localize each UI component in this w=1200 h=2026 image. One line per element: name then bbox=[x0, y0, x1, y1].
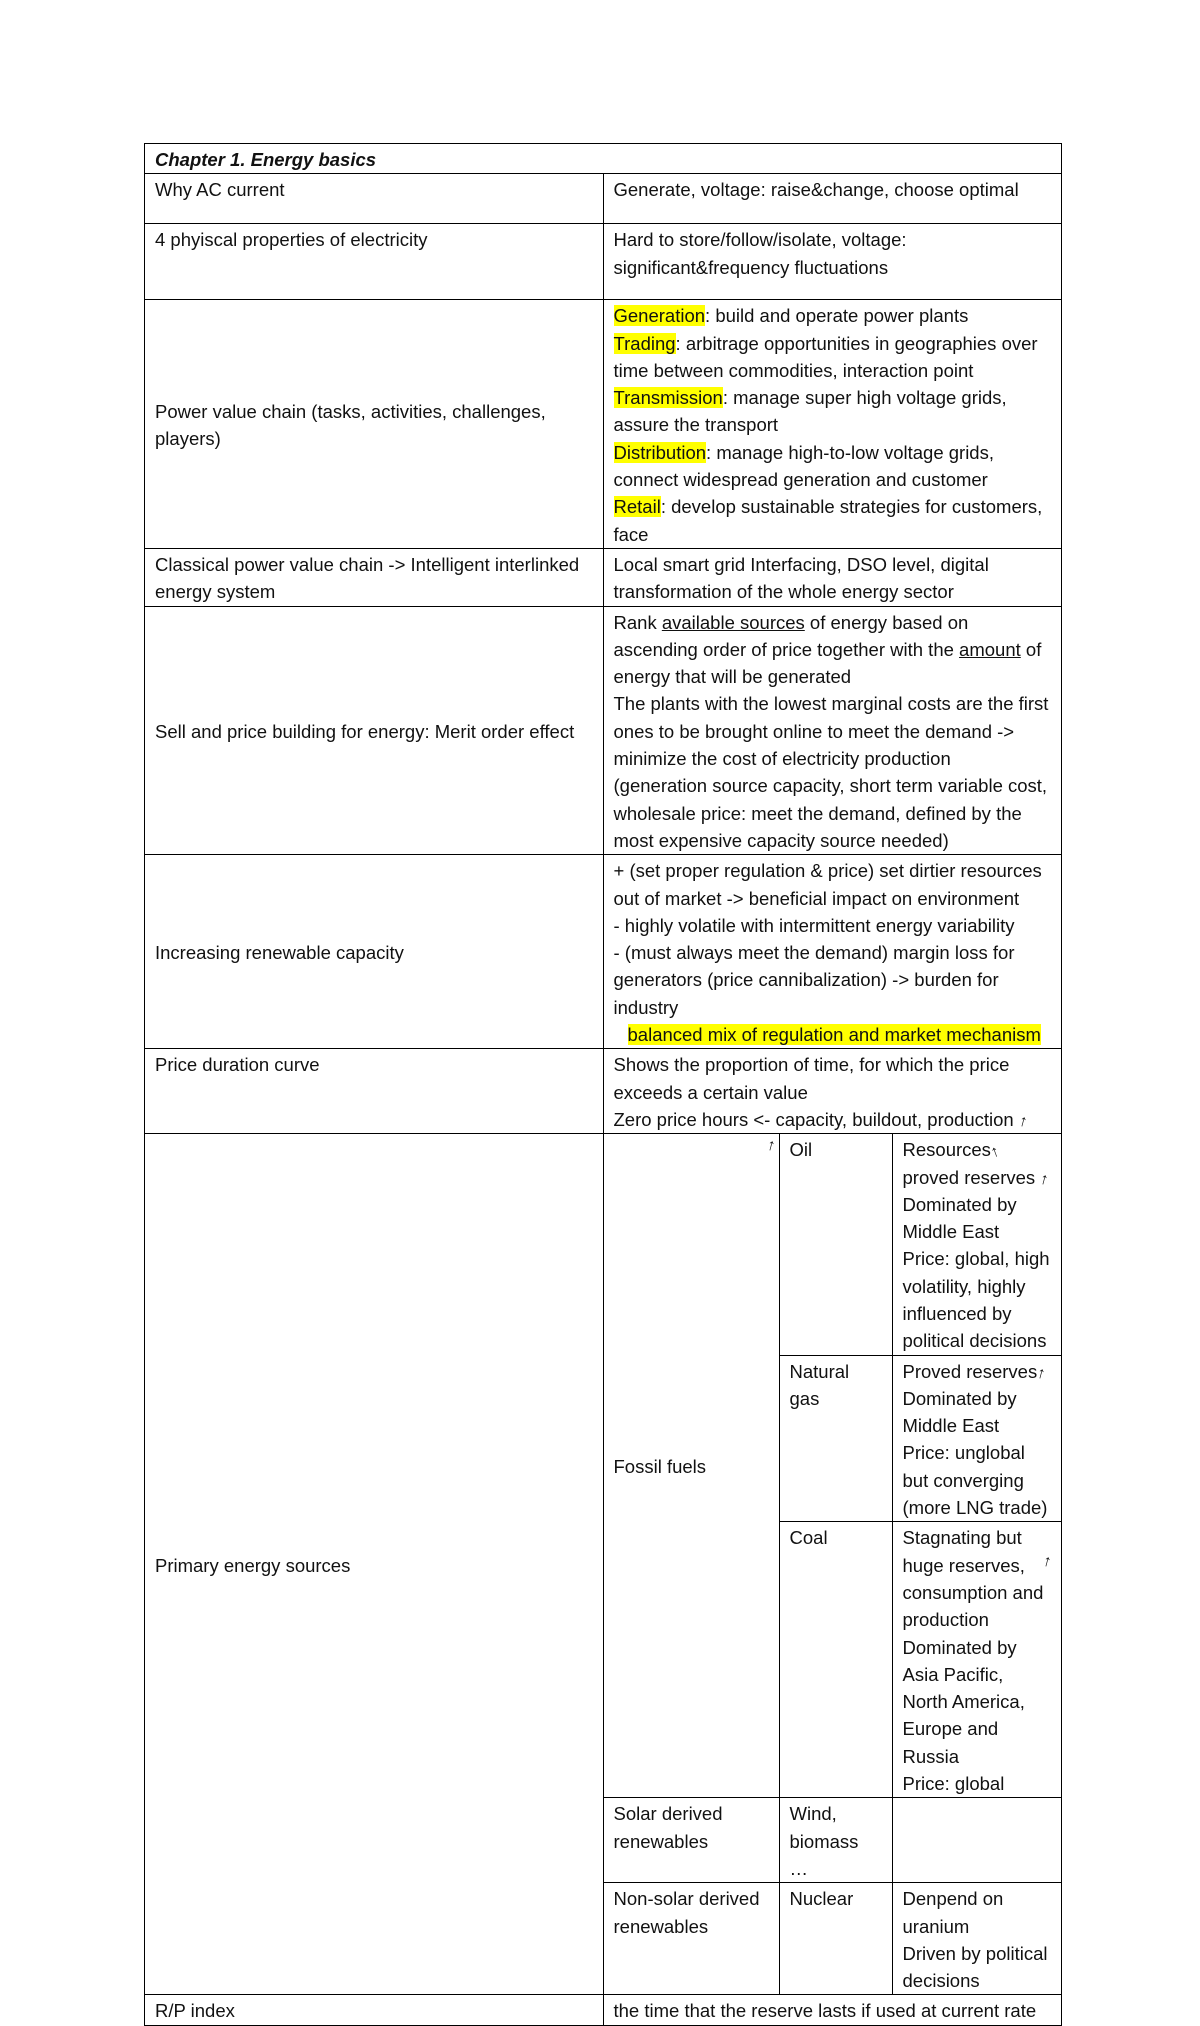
source-name: Oil bbox=[779, 1134, 892, 1355]
oil-details bbox=[892, 1134, 1061, 1355]
row-content bbox=[603, 855, 1062, 1049]
row-content: Hard to store/follow/isolate, voltage: significant&frequency fluctuations bbox=[603, 224, 1062, 300]
highlight-term: balanced mix of regulation and market mechanism bbox=[627, 1024, 1041, 1046]
distribution-line bbox=[614, 439, 1052, 494]
oil-line-3: Price: global, high volatility, highly influenced by political decisions bbox=[902, 1248, 1050, 1352]
nuclear-details bbox=[892, 1883, 1061, 1995]
line-text: : build and operate power plants bbox=[705, 305, 969, 327]
row-label: Sell and price building for energy: Merit order effect bbox=[145, 606, 604, 855]
row-content bbox=[603, 300, 1062, 549]
gas-line-3: Price: unglobal but converging (more LNG trade) bbox=[902, 1442, 1048, 1519]
nuclear-line-1: Denpend on uranium bbox=[902, 1888, 1004, 1937]
row-label: R/P index bbox=[145, 1995, 604, 2025]
arrow-up-icon: ↑ bbox=[1038, 1169, 1051, 1189]
row-label: Price duration curve bbox=[145, 1049, 604, 1134]
line-text: : arbitrage opportunities in geographies over time between commodities, interaction point bbox=[613, 332, 1038, 381]
row-label: Primary energy sources bbox=[145, 1134, 604, 1995]
row-label: Why AC current bbox=[145, 174, 604, 224]
nonsolar-row bbox=[604, 1883, 1062, 1995]
arrow-up-icon: ↑ bbox=[1016, 1112, 1030, 1131]
gas-line-2: Dominated by Middle East bbox=[902, 1387, 1017, 1437]
source-name: Nuclear bbox=[779, 1883, 892, 1995]
energy-basics-table bbox=[144, 143, 1062, 2026]
text: of energy based on ascending order of price together with the bbox=[613, 611, 969, 660]
gas-details bbox=[892, 1355, 1061, 1522]
row-classical-chain bbox=[145, 548, 1062, 606]
gas-line-1 bbox=[903, 1358, 1052, 1385]
row-power-value-chain bbox=[145, 300, 1062, 549]
renew-line-4 bbox=[614, 1021, 1052, 1048]
oil-row bbox=[604, 1134, 1062, 1355]
highlight-term: Trading bbox=[613, 332, 676, 354]
coal-details bbox=[892, 1522, 1061, 1798]
text: proved reserves bbox=[902, 1166, 1036, 1188]
row-physical-properties bbox=[145, 224, 1062, 300]
solar-derived-label: Solar derived renewables bbox=[604, 1798, 780, 1883]
row-rp-index bbox=[145, 1995, 1062, 2025]
arrow-up-icon: ↑ bbox=[1035, 1363, 1048, 1383]
nuclear-line-2: Driven by political decisions bbox=[902, 1942, 1048, 1992]
fossil-fuels-cell bbox=[604, 1134, 780, 1798]
row-merit-order bbox=[145, 606, 1062, 855]
row-renewable-capacity bbox=[145, 855, 1062, 1049]
merit-line-2: The plants with the lowest marginal costs are the first ones to be brought online to meet the demand -> minimize the cost of electricity production bbox=[613, 693, 1049, 770]
row-label: Classical power value chain -> Intelligent interlinked energy system bbox=[145, 548, 604, 606]
row-label: Increasing renewable capacity bbox=[145, 855, 604, 1049]
text: Zero price hours <- capacity, buildout, production bbox=[613, 1108, 1014, 1130]
arrow-down-icon: ↓ bbox=[988, 1143, 1002, 1163]
oil-line-2: Dominated by Middle East bbox=[902, 1193, 1017, 1243]
row-content bbox=[603, 606, 1062, 855]
primary-sources-table bbox=[604, 1134, 1062, 1994]
chapter-title: Chapter 1. Energy basics bbox=[145, 144, 1062, 174]
title-row bbox=[145, 144, 1062, 174]
merit-line-1 bbox=[614, 609, 1052, 691]
source-name: Coal bbox=[779, 1522, 892, 1798]
document-page bbox=[144, 143, 1062, 2026]
arrow-up-icon: ↑ bbox=[764, 1136, 777, 1155]
renew-line-1: + (set proper regulation & price) set dirtier resources out of market -> beneficial impact on environment bbox=[613, 860, 1042, 909]
underlined-term: available sources bbox=[661, 611, 805, 633]
row-content: the time that the reserve lasts if used at current rate bbox=[603, 1995, 1062, 2025]
pdc-line-1: Shows the proportion of time, for which the price exceeds a certain value bbox=[613, 1054, 1010, 1103]
coal-line-3: Price: global bbox=[902, 1773, 1005, 1795]
line-text: : manage high-to-low voltage grids, connect widespread generation and customer bbox=[613, 441, 994, 491]
transmission-line bbox=[614, 384, 1052, 439]
solar-details bbox=[892, 1798, 1061, 1883]
row-price-duration-curve bbox=[145, 1049, 1062, 1134]
coal-line-1: Stagnating but huge reserves, consumption and production bbox=[902, 1527, 1044, 1631]
renew-line-2: - highly volatile with intermittent energy variability bbox=[613, 914, 1015, 936]
text: Resources bbox=[902, 1139, 991, 1161]
trading-line bbox=[614, 330, 1052, 385]
highlight-term: Transmission bbox=[613, 387, 723, 409]
row-label: Power value chain (tasks, activities, challenges, players) bbox=[145, 300, 604, 549]
non-solar-derived-label: Non-solar derived renewables bbox=[604, 1883, 780, 1995]
source-name: Wind, biomass … bbox=[779, 1798, 892, 1883]
coal-line-2: Dominated by Asia Pacific, North America, Europe and Russia bbox=[902, 1636, 1025, 1767]
solar-row bbox=[604, 1798, 1062, 1883]
generation-line bbox=[614, 302, 1052, 329]
highlight-term: Distribution bbox=[613, 441, 707, 463]
primary-sources-cell bbox=[603, 1134, 1062, 1995]
row-content: Local smart grid Interfacing, DSO level, digital transformation of the whole energy sector bbox=[603, 548, 1062, 606]
merit-line-3: (generation source capacity, short term variable cost, wholesale price: meet the demand, defined by the most expensive capacity source needed) bbox=[613, 775, 1048, 851]
oil-line-1 bbox=[903, 1136, 1052, 1191]
highlight-term: Retail bbox=[613, 496, 661, 518]
underlined-term: amount bbox=[959, 638, 1021, 660]
arrow-up-icon: ↑ bbox=[1040, 1552, 1053, 1572]
row-content bbox=[603, 1049, 1062, 1134]
fossil-fuels-label: Fossil fuels bbox=[613, 1456, 707, 1478]
retail-line bbox=[614, 493, 1052, 548]
line-text: : develop sustainable strategies for customers, face bbox=[613, 496, 1043, 545]
row-label: 4 phyiscal properties of electricity bbox=[145, 224, 604, 300]
text: Rank bbox=[613, 611, 662, 633]
pdc-line-2 bbox=[614, 1106, 1052, 1133]
line-text: : manage super high voltage grids, assure the transport bbox=[613, 387, 1007, 436]
row-why-ac bbox=[145, 174, 1062, 224]
row-primary-energy-sources bbox=[145, 1134, 1062, 1995]
renew-line-3: - (must always meet the demand) margin loss for generators (price cannibalization) -> burden for industry bbox=[613, 942, 1015, 1018]
text: Proved reserves bbox=[902, 1360, 1038, 1382]
source-name: Natural gas bbox=[779, 1355, 892, 1522]
text: of energy that will be generated bbox=[613, 638, 1042, 688]
highlight-term: Generation bbox=[613, 305, 706, 327]
row-content: Generate, voltage: raise&change, choose optimal bbox=[603, 174, 1062, 224]
